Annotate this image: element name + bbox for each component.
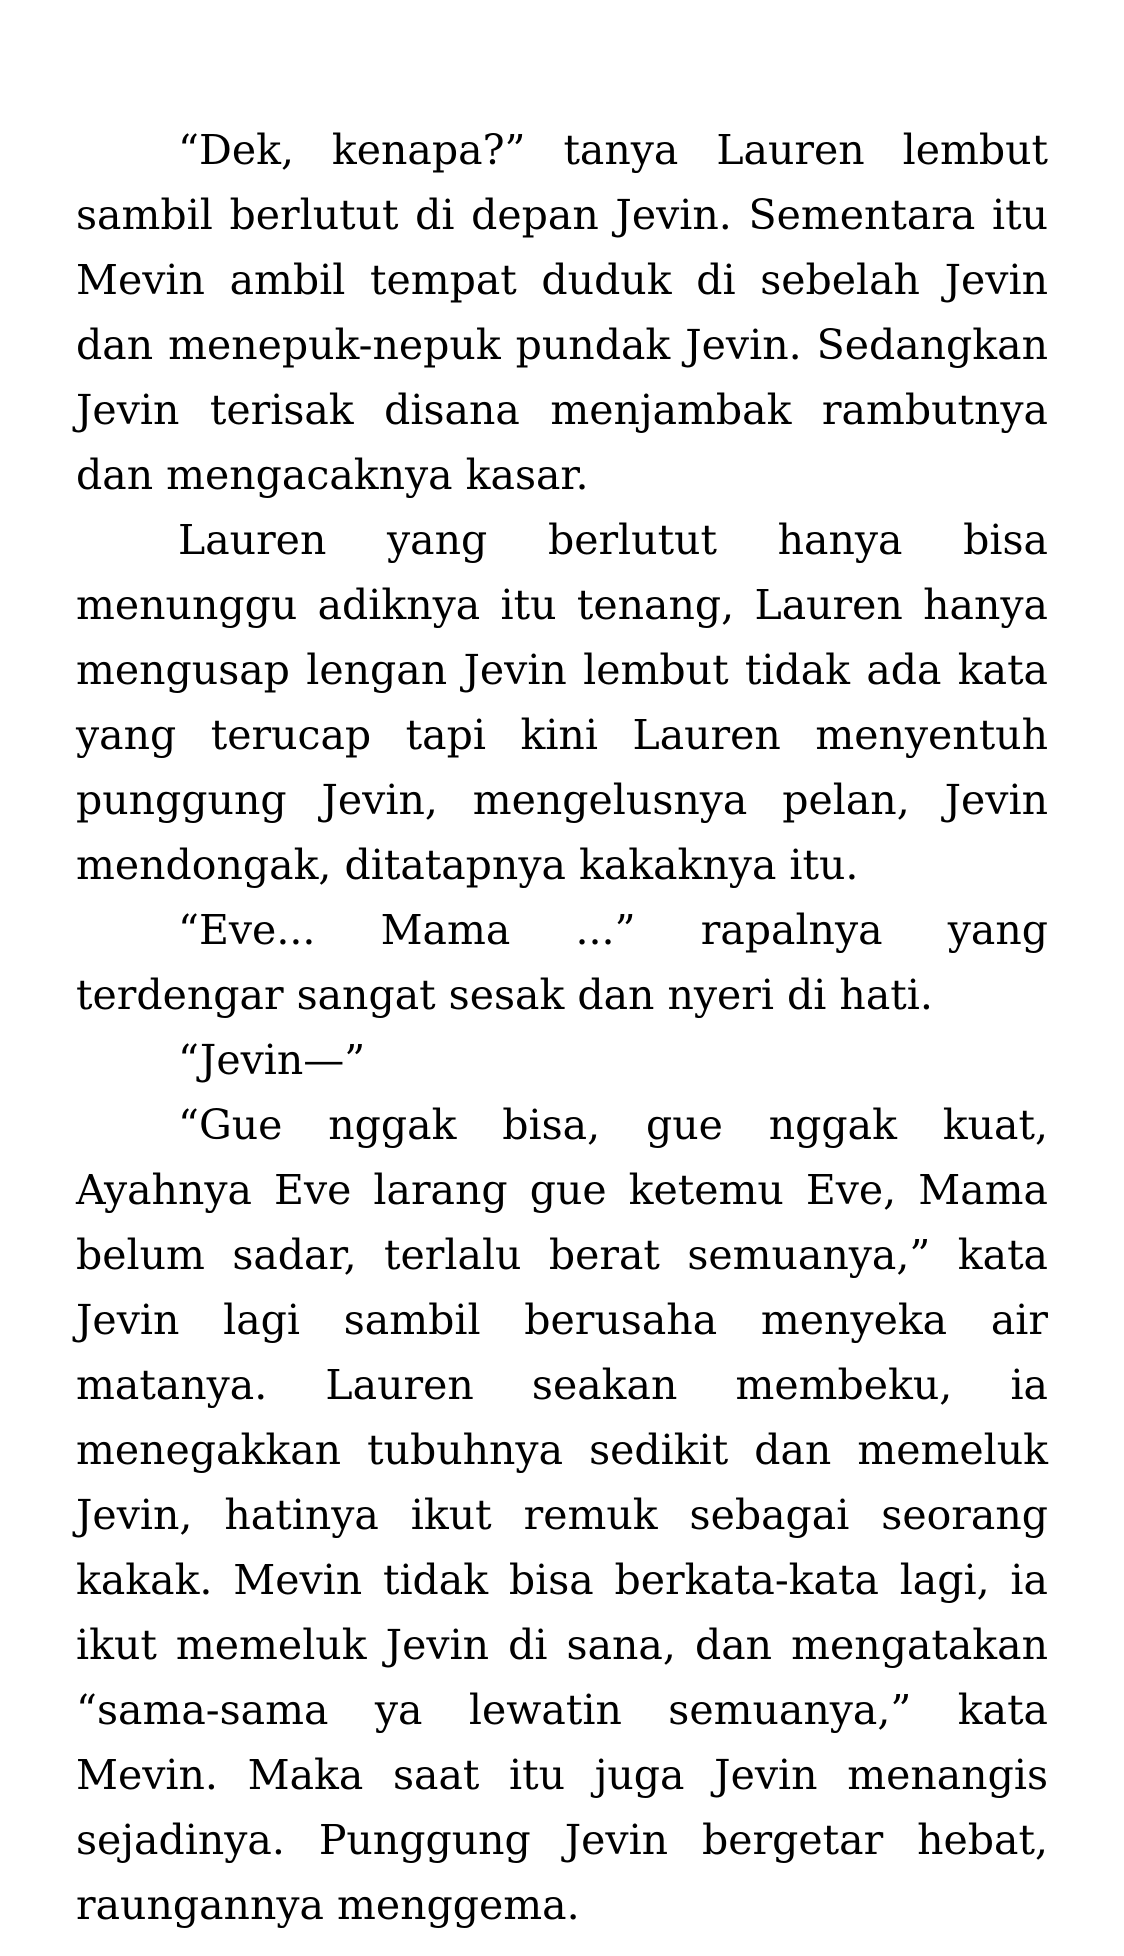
paragraph: “Gue nggak bisa, gue nggak kuat, Ayahnya Eve larang gue ketemu Eve, Mama belum sadar, terlalu berat semuanya,” kata Jevin lagi sambil berusaha menyeka air matanya. Lauren seakan membeku, ia menegakkan tubuhnya sedikit dan memeluk Jevin, hatinya ikut remuk sebagai seorang kakak. Mevin tidak bisa berkata-kata lagi, ia ikut memeluk Jevin di sana, dan mengatakan “sama-sama ya lewatin semuanya,” kata Mevin. Maka saat itu juga Jevin menangis sejadinya. Punggung Jevin bergetar hebat, raungannya menggema. <box>76 1101 1048 1929</box>
paragraph: “Jevin—” <box>178 1036 366 1084</box>
paragraph: Lauren yang berlutut hanya bisa menunggu adiknya itu tenang, Lauren hanya mengusap lengan Jevin lembut tidak ada kata yang terucap tapi kini Lauren menyentuh punggung Jevin, mengelusnya pelan, Jevin mendongak, ditatapnya kakaknya itu. <box>76 516 1048 889</box>
paragraph: “Eve... Mama ...” rapalnya yang terdengar sangat sesak dan nyeri di hati. <box>76 906 1048 1019</box>
document-page <box>76 118 1048 1938</box>
paragraph: “Dek, kenapa?” tanya Lauren lembut sambil berlutut di depan Jevin. Sementara itu Mevin ambil tempat duduk di sebelah Jevin dan menepuk-nepuk pundak Jevin. Sedangkan Jevin terisak disana menjambak rambutnya dan mengacaknya kasar. <box>76 126 1048 499</box>
